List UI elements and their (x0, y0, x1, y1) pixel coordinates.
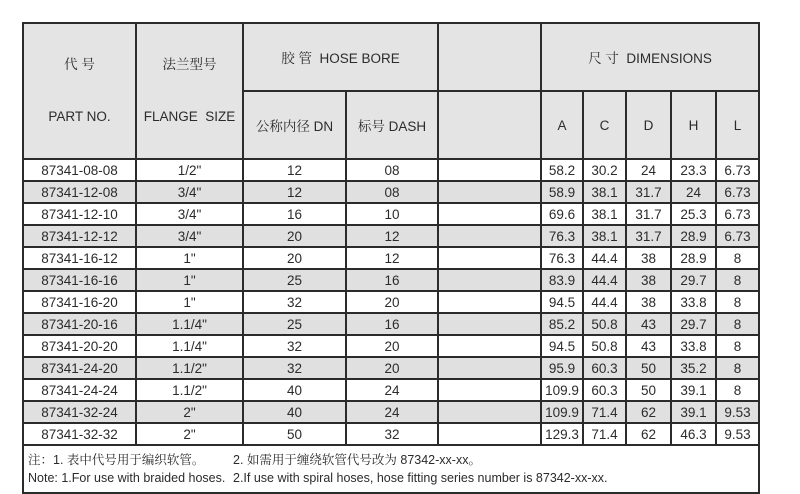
cell-dash: 08 (346, 181, 438, 203)
table-header (23, 23, 759, 159)
cell-dim-c: 60.3 (583, 379, 626, 401)
table-row (23, 269, 759, 291)
empty-header-cell-top (438, 23, 541, 91)
cell-dim-h: 46.3 (671, 423, 716, 445)
cell-part-no: 87341-12-10 (23, 203, 136, 225)
cell-dim-l: 8 (716, 313, 759, 335)
cell-dim-d: 31.7 (626, 225, 671, 247)
cell-part-no: 87341-08-08 (23, 159, 136, 181)
cell-dn: 32 (243, 291, 346, 313)
cell-dim-a: 76.3 (541, 225, 583, 247)
cell-dim-c: 60.3 (583, 357, 626, 379)
table-row (23, 401, 759, 423)
cell-flange-size: 1.1/4" (136, 313, 243, 335)
cell-flange-size: 1" (136, 291, 243, 313)
col-header-flange-size (136, 23, 243, 159)
cell-empty (438, 401, 541, 423)
cell-dim-h: 28.9 (671, 225, 716, 247)
cell-part-no: 87341-12-12 (23, 225, 136, 247)
cell-dim-c: 44.4 (583, 269, 626, 291)
table-footer (23, 445, 759, 493)
empty-header-cell-bottom (438, 91, 541, 159)
cell-empty (438, 313, 541, 335)
col-header-dim-l: L (716, 91, 759, 159)
cell-part-no: 87341-32-32 (23, 423, 136, 445)
cell-dim-l: 6.73 (716, 159, 759, 181)
cell-dn: 20 (243, 225, 346, 247)
cell-dn: 40 (243, 379, 346, 401)
cell-dim-l: 8 (716, 379, 759, 401)
cell-dim-a: 69.6 (541, 203, 583, 225)
col-header-dn: 公称内径 DN (243, 91, 346, 159)
col-header-flange-size-en: FLANGE SIZE (143, 109, 236, 124)
cell-dim-a: 58.9 (541, 181, 583, 203)
cell-flange-size: 3/4" (136, 181, 243, 203)
cell-dim-d: 38 (626, 247, 671, 269)
cell-flange-size: 1/2" (136, 159, 243, 181)
cell-dim-d: 50 (626, 357, 671, 379)
cell-dim-c: 71.4 (583, 401, 626, 423)
col-header-dim-d: D (626, 91, 671, 159)
cell-dim-d: 50 (626, 379, 671, 401)
cell-dim-d: 38 (626, 269, 671, 291)
cell-dash: 10 (346, 203, 438, 225)
cell-dash: 24 (346, 401, 438, 423)
cell-dash: 16 (346, 313, 438, 335)
cell-dim-a: 94.5 (541, 291, 583, 313)
cell-part-no: 87341-16-16 (23, 269, 136, 291)
cell-dim-h: 33.8 (671, 291, 716, 313)
cell-empty (438, 357, 541, 379)
cell-part-no: 87341-16-12 (23, 247, 136, 269)
table-row (23, 379, 759, 401)
col-header-part-no-en: PART NO. (48, 109, 111, 124)
cell-dn: 12 (243, 159, 346, 181)
cell-dim-c: 44.4 (583, 291, 626, 313)
cell-dim-d: 24 (626, 159, 671, 181)
table-row (23, 291, 759, 313)
cell-dim-d: 38 (626, 291, 671, 313)
col-header-part-no (23, 23, 136, 159)
col-header-dim-c: C (583, 91, 626, 159)
table-row (23, 313, 759, 335)
cell-dim-d: 43 (626, 335, 671, 357)
cell-empty (438, 291, 541, 313)
cell-empty (438, 379, 541, 401)
cell-dim-l: 8 (716, 291, 759, 313)
cell-dim-a: 129.3 (541, 423, 583, 445)
cell-dim-a: 95.9 (541, 357, 583, 379)
cell-dim-c: 50.8 (583, 313, 626, 335)
cell-flange-size: 1.1/4" (136, 335, 243, 357)
cell-dash: 12 (346, 225, 438, 247)
table-row (23, 225, 759, 247)
cell-dash: 16 (346, 269, 438, 291)
cell-dim-l: 8 (716, 335, 759, 357)
cell-dim-c: 50.8 (583, 335, 626, 357)
table-row (23, 181, 759, 203)
note-line-en (28, 469, 758, 487)
cell-part-no: 87341-24-24 (23, 379, 136, 401)
col-header-dim-a: A (541, 91, 583, 159)
cell-dim-c: 44.4 (583, 247, 626, 269)
cell-dn: 32 (243, 357, 346, 379)
cell-dn: 32 (243, 335, 346, 357)
cell-dim-h: 24 (671, 181, 716, 203)
col-header-flange-size-zh: 法兰型号 (162, 57, 217, 72)
cell-dn: 25 (243, 269, 346, 291)
cell-empty (438, 181, 541, 203)
cell-dn: 20 (243, 247, 346, 269)
cell-dim-a: 76.3 (541, 247, 583, 269)
cell-dim-h: 29.7 (671, 269, 716, 291)
cell-dim-l: 9.53 (716, 423, 759, 445)
cell-dim-h: 39.1 (671, 379, 716, 401)
cell-flange-size: 1" (136, 269, 243, 291)
cell-dim-d: 62 (626, 401, 671, 423)
cell-dn: 25 (243, 313, 346, 335)
cell-flange-size: 2" (136, 423, 243, 445)
cell-dim-c: 38.1 (583, 225, 626, 247)
cell-dim-d: 31.7 (626, 181, 671, 203)
cell-flange-size: 3/4" (136, 203, 243, 225)
cell-dash: 20 (346, 357, 438, 379)
col-header-dim-h: H (671, 91, 716, 159)
cell-dim-l: 6.73 (716, 225, 759, 247)
cell-dn: 16 (243, 203, 346, 225)
cell-part-no: 87341-16-20 (23, 291, 136, 313)
cell-dim-h: 29.7 (671, 313, 716, 335)
cell-dim-l: 8 (716, 269, 759, 291)
cell-dim-d: 31.7 (626, 203, 671, 225)
cell-part-no: 87341-12-08 (23, 181, 136, 203)
cell-dim-c: 30.2 (583, 159, 626, 181)
cell-dim-l: 9.53 (716, 401, 759, 423)
notes-cell (23, 445, 759, 493)
cell-empty (438, 269, 541, 291)
cell-dim-h: 23.3 (671, 159, 716, 181)
cell-dim-c: 71.4 (583, 423, 626, 445)
cell-dim-l: 6.73 (716, 203, 759, 225)
cell-empty (438, 335, 541, 357)
cell-empty (438, 247, 541, 269)
cell-dash: 20 (346, 335, 438, 357)
table-row (23, 335, 759, 357)
cell-dash: 08 (346, 159, 438, 181)
note-en-1: Note: 1.For use with braided hoses. (28, 471, 226, 485)
cell-empty (438, 423, 541, 445)
cell-dn: 12 (243, 181, 346, 203)
col-header-part-no-zh: 代 号 (64, 57, 95, 72)
cell-dash: 32 (346, 423, 438, 445)
cell-empty (438, 203, 541, 225)
cell-part-no: 87341-32-24 (23, 401, 136, 423)
cell-part-no: 87341-24-20 (23, 357, 136, 379)
cell-dim-h: 33.8 (671, 335, 716, 357)
cell-dim-l: 8 (716, 247, 759, 269)
cell-dim-h: 25.3 (671, 203, 716, 225)
cell-dim-d: 62 (626, 423, 671, 445)
cell-dim-a: 109.9 (541, 401, 583, 423)
col-header-hose-bore: 胶 管 HOSE BORE (243, 23, 438, 91)
note-zh-1: 注：1. 表中代号用于编织软管。 (28, 453, 205, 467)
cell-dash: 12 (346, 247, 438, 269)
table-row (23, 357, 759, 379)
cell-flange-size: 2" (136, 401, 243, 423)
cell-dim-a: 83.9 (541, 269, 583, 291)
cell-flange-size: 1.1/2" (136, 357, 243, 379)
table-row (23, 247, 759, 269)
cell-dim-a: 109.9 (541, 379, 583, 401)
cell-flange-size: 3/4" (136, 225, 243, 247)
cell-dim-l: 8 (716, 357, 759, 379)
cell-empty (438, 225, 541, 247)
col-header-dash: 标号 DASH (346, 91, 438, 159)
table-row (23, 159, 759, 181)
cell-dim-a: 85.2 (541, 313, 583, 335)
cell-dim-c: 38.1 (583, 181, 626, 203)
table-row (23, 423, 759, 445)
cell-flange-size: 1.1/2" (136, 379, 243, 401)
cell-dim-h: 35.2 (671, 357, 716, 379)
cell-flange-size: 1" (136, 247, 243, 269)
note-zh-2: 2. 如需用于缠绕软管代号改为 87342-xx-xx。 (233, 453, 481, 467)
cell-part-no: 87341-20-16 (23, 313, 136, 335)
note-en-2: 2.If use with spiral hoses, hose fitting series number is 87342-xx-xx. (233, 471, 608, 485)
cell-empty (438, 159, 541, 181)
table-row (23, 203, 759, 225)
cell-dash: 24 (346, 379, 438, 401)
cell-dim-d: 43 (626, 313, 671, 335)
table-body (23, 159, 759, 445)
cell-dash: 20 (346, 291, 438, 313)
cell-dn: 50 (243, 423, 346, 445)
cell-dim-l: 6.73 (716, 181, 759, 203)
col-header-dimensions: 尺 寸 DIMENSIONS (541, 23, 759, 91)
cell-dim-a: 58.2 (541, 159, 583, 181)
cell-dim-a: 94.5 (541, 335, 583, 357)
cell-dn: 40 (243, 401, 346, 423)
note-line-zh (28, 451, 758, 469)
hose-fitting-spec-table (22, 22, 760, 494)
cell-dim-h: 39.1 (671, 401, 716, 423)
cell-dim-c: 38.1 (583, 203, 626, 225)
cell-part-no: 87341-20-20 (23, 335, 136, 357)
cell-dim-h: 28.9 (671, 247, 716, 269)
